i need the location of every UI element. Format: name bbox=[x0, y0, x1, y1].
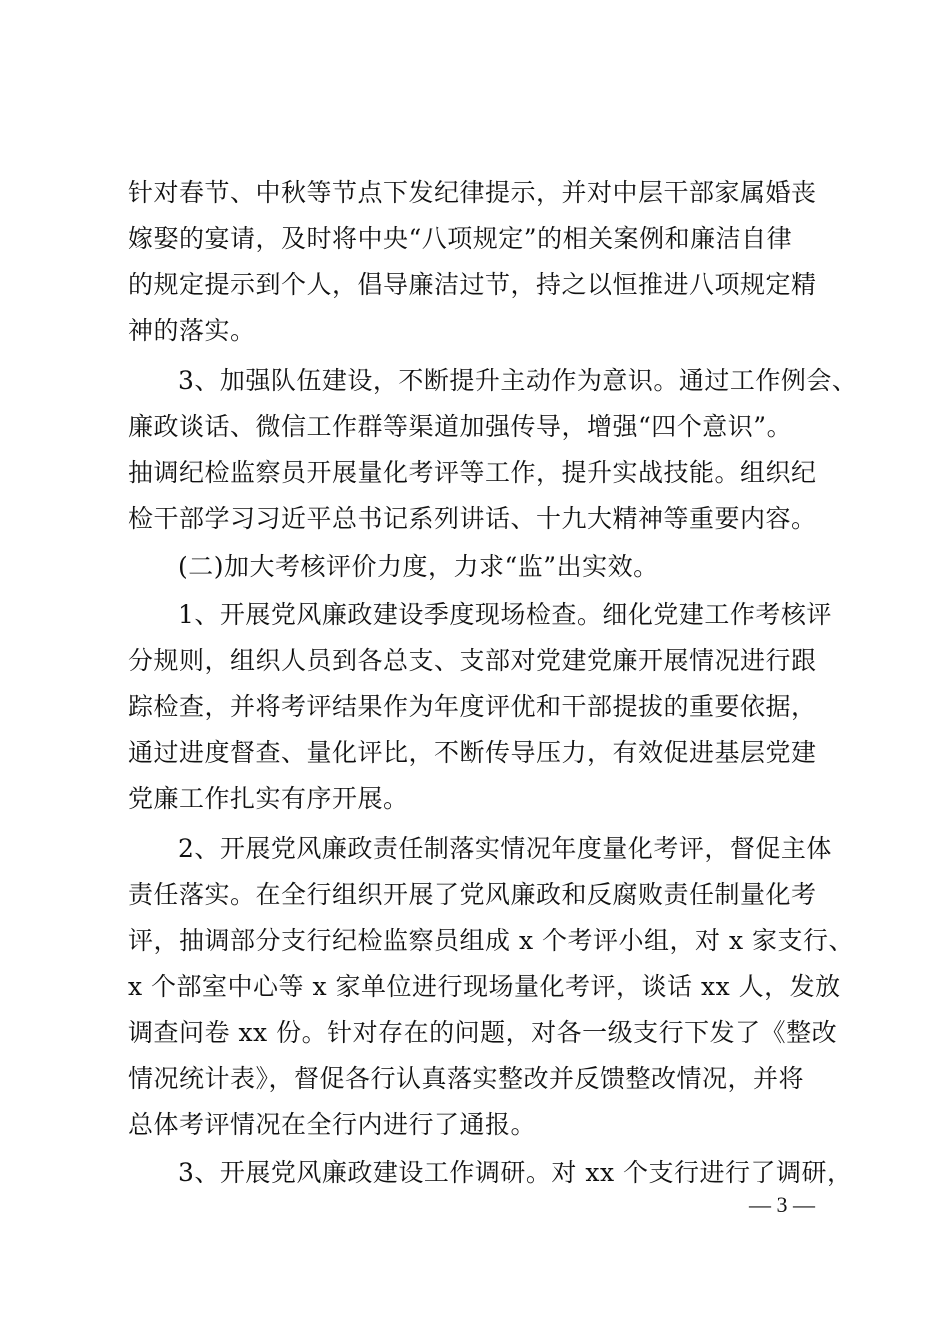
text-line: 针对春节、中秋等节点下发纪律提示，并对中层干部家属婚丧 bbox=[128, 178, 817, 207]
text-line: x 个部室中心等 x 家单位进行现场量化考评，谈话 xx 人，发放 bbox=[128, 972, 841, 1001]
text-line: 2、开展党风廉政责任制落实情况年度量化考评，督促主体 bbox=[178, 834, 832, 863]
text-line: 神的落实。 bbox=[128, 316, 256, 345]
text-line: 3、开展党风廉政建设工作调研。对 xx 个支行进行了调研， bbox=[178, 1158, 853, 1187]
text-line: 调查问卷 xx 份。针对存在的问题，对各一级支行下发了《整改 bbox=[128, 1018, 838, 1047]
text-line: 情况统计表》，督促各行认真落实整改并反馈整改情况，并将 bbox=[128, 1064, 805, 1093]
text-line: 嫁娶的宴请，及时将中央“八项规定”的相关案例和廉洁自律 bbox=[128, 224, 793, 253]
text-line: 抽调纪检监察员开展量化考评等工作，提升实战技能。组织纪 bbox=[128, 458, 817, 487]
text-line: 1、开展党风廉政建设季度现场检查。细化党建工作考核评 bbox=[178, 600, 832, 629]
text-line: 通过进度督查、量化评比，不断传导压力，有效促进基层党建 bbox=[128, 738, 817, 767]
text-line: 责任落实。在全行组织开展了党风廉政和反腐败责任制量化考 bbox=[128, 880, 817, 909]
text-line: 廉政谈话、微信工作群等渠道加强传导，增强“四个意识”。 bbox=[128, 412, 793, 441]
text-line: 总体考评情况在全行内进行了通报。 bbox=[128, 1110, 537, 1139]
section-heading: (二)加大考核评价力度，力求“监”出实效。 bbox=[178, 552, 659, 581]
text-line: 检干部学习习近平总书记系列讲话、十九大精神等重要内容。 bbox=[128, 504, 817, 533]
text-line: 评，抽调部分支行纪检监察员组成 x 个考评小组，对 x 家支行、 bbox=[128, 926, 854, 955]
text-line: 踪检查，并将考评结果作为年度评优和干部提拔的重要依据， bbox=[128, 692, 817, 721]
text-line: 的规定提示到个人，倡导廉洁过节，持之以恒推进八项规定精 bbox=[128, 270, 817, 299]
text-line: 党廉工作扎实有序开展。 bbox=[128, 784, 409, 813]
text-line: 3、加强队伍建设，不断提升主动作为意识。通过工作例会、 bbox=[178, 366, 858, 395]
page-number: — 3 — bbox=[749, 1192, 815, 1217]
text-line: 分规则，组织人员到各总支、支部对党建党廉开展情况进行跟 bbox=[128, 646, 817, 675]
